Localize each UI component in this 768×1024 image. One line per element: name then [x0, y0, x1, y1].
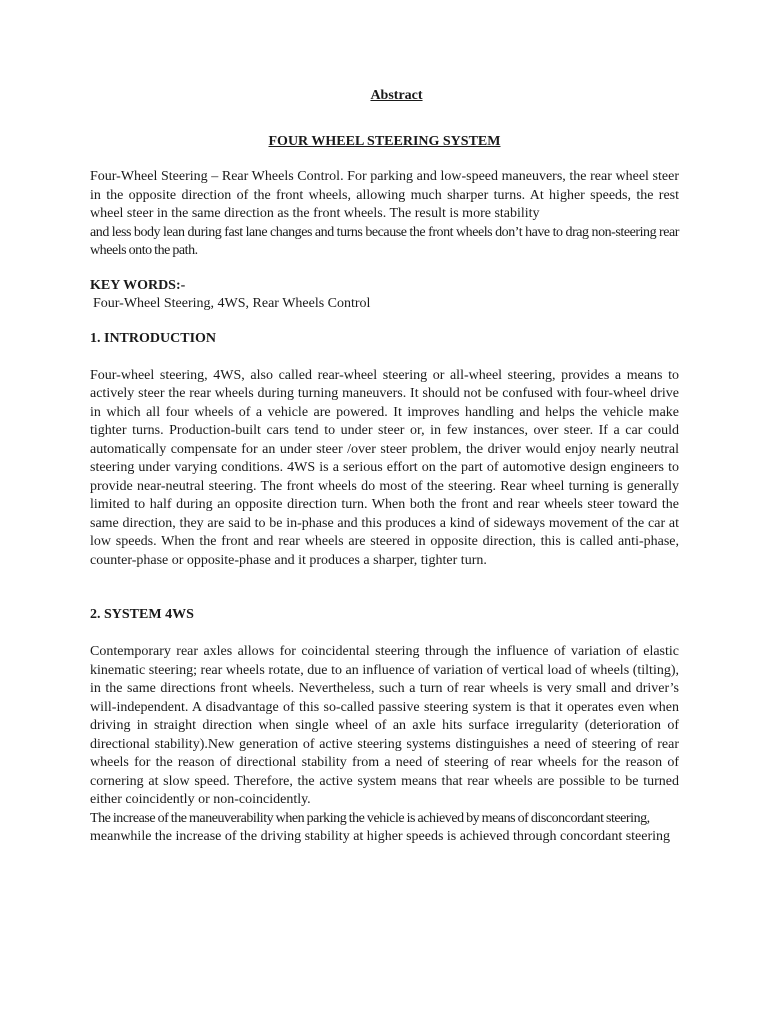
- abstract-label: Abstract: [370, 88, 423, 103]
- abstract-paragraph: [90, 168, 679, 261]
- system-4ws-text: Contemporary rear axles allows for coincidental steering through the influence of variation of elastic kinematic steering; rear wheels rotate, due to an influence of variation of vertical load of wheels (tilting), in the same directions front wheels. Nevertheless, such a turn of rear wheels is very small and driver’s will-independent. A disadvantage of this so-called passive steering system is that it operates even when driving in straight direction when single wheel of an axle hits surface irregularity (deterioration of directional stability).New generation of active steering systems distinguishes a need of steering of rear wheels for the reason of directional stability from a need of steering of rear wheels for the reason of cornering at slow speed. Therefore, the active system means that rear wheels are possible to be turned either coincidently or non-coincidently.: [90, 644, 679, 807]
- section-body-introduction: Four-wheel steering, 4WS, also called rear-wheel steering or all-wheel steering, provides a means to actively steer the rear wheels during turning maneuvers. It should not be confused with four-wheel drive in which all four wheels of a vehicle are powered. It improves handling and helps the vehicle make tighter turns. Production-built cars tend to under steer or, in few instances, over steer. If a car could automatically compensate for an under steer /over steer problem, the driver would enjoy nearly neutral steering under varying conditions. 4WS is a serious effort on the part of automotive design engineers to provide near-neutral steering. The front wheels do most of the steering. Rear wheel turning is generally limited to half during an opposite direction turn. When both the front and rear wheels steer toward the same direction, they are said to be in-phase and this produces a kind of sideways movement of the car at low speeds. When the front and rear wheels are steered in opposite direction, this is called anti-phase, counter-phase or opposite-phase and it produces a sharper, tighter turn.: [90, 367, 679, 568]
- system-4ws-text-end: meanwhile the increase of the driving stability at higher speeds is achieved through concordant steering: [90, 829, 671, 844]
- system-4ws-text-condensed: The increase of the maneuverability when parking the vehicle is achieved by means of disconcordant steering,: [90, 810, 650, 826]
- document-title: FOUR WHEEL STEERING SYSTEM: [268, 134, 501, 149]
- section-heading-introduction: 1. INTRODUCTION: [90, 330, 217, 346]
- document-page: [90, 88, 679, 847]
- abstract-text-condensed: and less body lean during fast lane changes and turns because the front wheels don’t have to drag non-steering rear wheels onto the path.: [90, 224, 679, 258]
- abstract-text: Four-Wheel Steering – Rear Wheels Control. For parking and low-speed maneuvers, the rear wheel steer in the opposite direction of the front wheels, allowing much sharper turns. At higher speeds, the rest wheel steer in the same direction as the front wheels. The result is more stability: [90, 169, 679, 221]
- section-body-system-4ws: [90, 643, 679, 847]
- section-heading-system-4ws: 2. SYSTEM 4WS: [90, 607, 194, 622]
- keywords-text: Four-Wheel Steering, 4WS, Rear Wheels Control: [93, 295, 371, 311]
- keywords-heading: KEY WORDS:-: [90, 277, 186, 293]
